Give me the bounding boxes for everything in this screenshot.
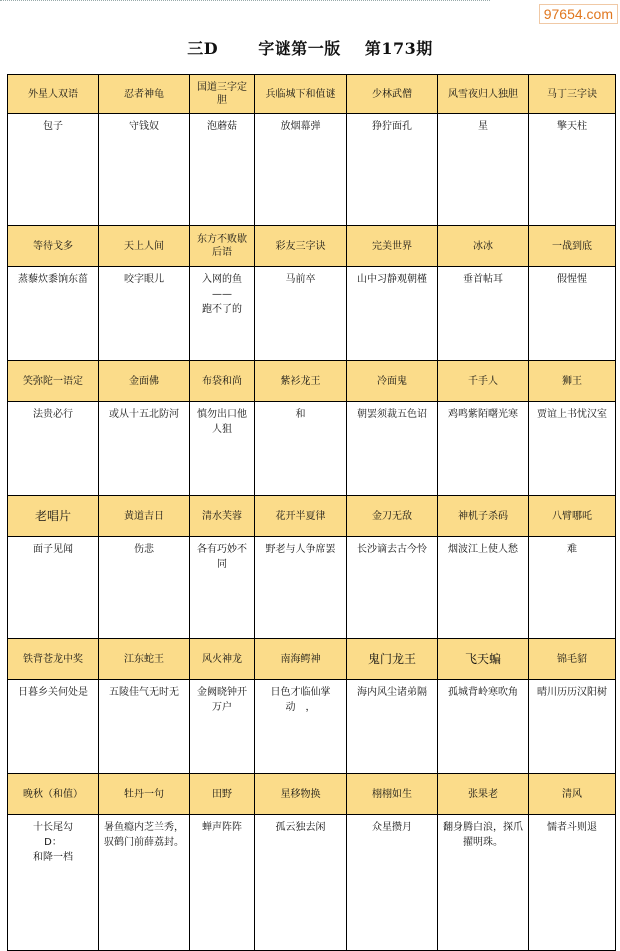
answer-cell [190, 680, 255, 774]
answer-cell [529, 267, 616, 361]
column-header-cell: 神机子杀码 [438, 496, 529, 537]
column-header-cell: 风火神龙 [190, 639, 255, 680]
answer-cell [347, 680, 438, 774]
answer-text: 泡蘑菇 [207, 121, 237, 132]
answer-text: 山中习静观朝槿 [357, 274, 427, 285]
column-header-cell: 冷面鬼 [347, 361, 438, 402]
column-header-cell: 等待戈多 [8, 226, 99, 267]
answer-text: 垂首帖耳 [463, 274, 503, 285]
answer-text: 鸡鸣紫陌曙光寒 [448, 409, 518, 420]
answer-cell [438, 680, 529, 774]
answer-cell [255, 402, 347, 496]
answer-cell [99, 680, 190, 774]
column-header-cell: 布袋和尚 [190, 361, 255, 402]
answer-text: 海内风尘诸弟隔 [357, 687, 427, 698]
column-header-cell: 鬼门龙王 [347, 639, 438, 680]
answer-text: 守钱奴 [129, 121, 159, 132]
answer-text: 十长尾勾 D： 和降一档 [33, 822, 73, 863]
answer-row [8, 537, 616, 639]
answer-text: 日暮乡关何处是 [18, 687, 88, 698]
answer-cell [8, 114, 99, 226]
answer-cell [347, 267, 438, 361]
answer-text: 孤云独去闲 [275, 822, 326, 833]
column-header-cell: 彩友三字诀 [255, 226, 347, 267]
answer-text: 狰狞面孔 [372, 121, 412, 132]
answer-text: 慎勿出口他人狙 [197, 409, 247, 435]
answer-cell [438, 402, 529, 496]
answer-text: 面子见闻 [33, 544, 73, 555]
answer-cell [438, 537, 529, 639]
column-header-cell: 马丁三字诀 [529, 75, 616, 114]
answer-text: 法贵必行 [33, 409, 73, 420]
answer-cell [8, 680, 99, 774]
answer-cell [255, 537, 347, 639]
answer-cell [529, 402, 616, 496]
answer-text: 贾谊上书忧汉室 [537, 409, 607, 420]
column-header-cell: 清水芙蓉 [190, 496, 255, 537]
header-row [8, 639, 616, 680]
column-header-cell: 张果老 [438, 774, 529, 815]
column-header-cell: 天上人间 [99, 226, 190, 267]
column-header-cell: 外星人双语 [8, 75, 99, 114]
answer-cell [99, 267, 190, 361]
answer-text: 星 [478, 121, 488, 132]
column-header-cell: 一战到底 [529, 226, 616, 267]
title-lottery: 三D [187, 39, 219, 58]
answer-text: 金阙晓钟开万户 [197, 687, 247, 713]
column-header-cell: 江东蛇王 [99, 639, 190, 680]
answer-text: 朝罢须裁五色诏 [357, 409, 427, 420]
answer-text: 野老与人争席罢 [265, 544, 336, 555]
answer-text: 孤城背岭寒吹角 [448, 687, 518, 698]
column-header-cell: 笑弥陀一语定 [8, 361, 99, 402]
column-header-cell: 老唱片 [8, 496, 99, 537]
answer-cell [347, 114, 438, 226]
answer-cell [190, 402, 255, 496]
answer-text: 放烟幕弹 [280, 121, 321, 132]
answer-cell [529, 114, 616, 226]
answer-cell [529, 815, 616, 951]
column-header-cell: 飞天蝙 [438, 639, 529, 680]
answer-text: 懦者斗则退 [547, 822, 597, 833]
column-header-cell: 东方不败歇后语 [190, 226, 255, 267]
answer-cell [99, 537, 190, 639]
answer-text: 众星攒月 [372, 822, 412, 833]
answer-text: 五陵佳气无时无 [109, 687, 179, 698]
title-issue: 第173期 [364, 39, 433, 58]
column-header-cell: 牡丹一句 [99, 774, 190, 815]
column-header-cell: 国道三字定胆 [190, 75, 255, 114]
answer-cell [255, 114, 347, 226]
column-header-cell: 金刀无敌 [347, 496, 438, 537]
answer-row [8, 680, 616, 774]
answer-cell [190, 815, 255, 951]
answer-cell [347, 815, 438, 951]
header-row [8, 75, 616, 114]
answer-text: 烟波江上使人愁 [448, 544, 518, 555]
column-header-cell: 狮王 [529, 361, 616, 402]
top-rule [0, 0, 490, 1]
column-header-cell: 冰冰 [438, 226, 529, 267]
answer-text: 翻身腾白浪，探爪擢明珠。 [443, 822, 523, 848]
column-header-cell: 完美世界 [347, 226, 438, 267]
column-header-cell: 兵临城下和值谜 [255, 75, 347, 114]
header-row [8, 226, 616, 267]
title-edition: 字谜第一版 [258, 39, 341, 58]
column-header-cell: 锦毛貂 [529, 639, 616, 680]
column-header-cell: 花开半夏律 [255, 496, 347, 537]
column-header-cell: 清风 [529, 774, 616, 815]
answer-row [8, 114, 616, 226]
column-header-cell: 晚秋（和值） [8, 774, 99, 815]
column-header-cell: 风雪夜归人独胆 [438, 75, 529, 114]
answer-cell [529, 680, 616, 774]
answer-cell [347, 537, 438, 639]
answer-text: 咬字眼儿 [124, 274, 164, 285]
answer-text: 擎天柱 [557, 121, 587, 132]
site-watermark: 97654.com [539, 4, 618, 24]
header-row [8, 496, 616, 537]
answer-cell [190, 267, 255, 361]
answer-cell [99, 402, 190, 496]
column-header-cell: 田野 [190, 774, 255, 815]
riddle-table [7, 74, 616, 951]
answer-cell [8, 267, 99, 361]
answer-row [8, 402, 616, 496]
answer-cell [8, 815, 99, 951]
answer-cell [255, 680, 347, 774]
answer-row [8, 267, 616, 361]
column-header-cell: 铁背苍龙中奖 [8, 639, 99, 680]
column-header-cell: 栩栩如生 [347, 774, 438, 815]
answer-text: 晴川历历汉阳树 [537, 687, 607, 698]
answer-text: 蒸藜炊黍饷东菑 [18, 274, 88, 285]
column-header-cell: 星移物换 [255, 774, 347, 815]
answer-cell [347, 402, 438, 496]
answer-cell [255, 815, 347, 951]
answer-text: 暑鱼瘾内芝兰秀，驭鹤门前薛荔封。 [104, 822, 184, 848]
answer-cell [438, 114, 529, 226]
column-header-cell: 紫衫龙王 [255, 361, 347, 402]
column-header-cell: 八臂哪吒 [529, 496, 616, 537]
answer-cell [99, 815, 190, 951]
column-header-cell: 黄道吉日 [99, 496, 190, 537]
answer-text: 马前卒 [285, 274, 316, 285]
header-row [8, 774, 616, 815]
answer-cell [8, 537, 99, 639]
answer-text: 入网的鱼 —— 跑不了的 [202, 274, 242, 315]
answer-text: 蝉声阵阵 [202, 822, 242, 833]
column-header-cell: 少林武僧 [347, 75, 438, 114]
answer-text: 和 [295, 409, 306, 420]
column-header-cell: 忍者神龟 [99, 75, 190, 114]
answer-text: 包子 [43, 121, 63, 132]
answer-cell [99, 114, 190, 226]
answer-cell [190, 537, 255, 639]
answer-cell [8, 402, 99, 496]
answer-text: 长沙谪去古今怜 [357, 544, 427, 555]
answer-cell [438, 815, 529, 951]
answer-cell [190, 114, 255, 226]
page-title [0, 36, 620, 58]
answer-text: 日色才临仙掌动 ， [270, 687, 331, 713]
answer-cell [255, 267, 347, 361]
answer-row [8, 815, 616, 951]
answer-text: 难 [567, 544, 577, 555]
column-header-cell: 金面佛 [99, 361, 190, 402]
answer-text: 伤悲 [134, 544, 154, 555]
answer-cell [529, 537, 616, 639]
header-row [8, 361, 616, 402]
answer-cell [438, 267, 529, 361]
answer-text: 假惺惺 [557, 274, 587, 285]
answer-text: 各有巧妙不同 [197, 544, 247, 570]
answer-text: 或从十五北防河 [109, 409, 179, 420]
column-header-cell: 南海鳄神 [255, 639, 347, 680]
column-header-cell: 千手人 [438, 361, 529, 402]
